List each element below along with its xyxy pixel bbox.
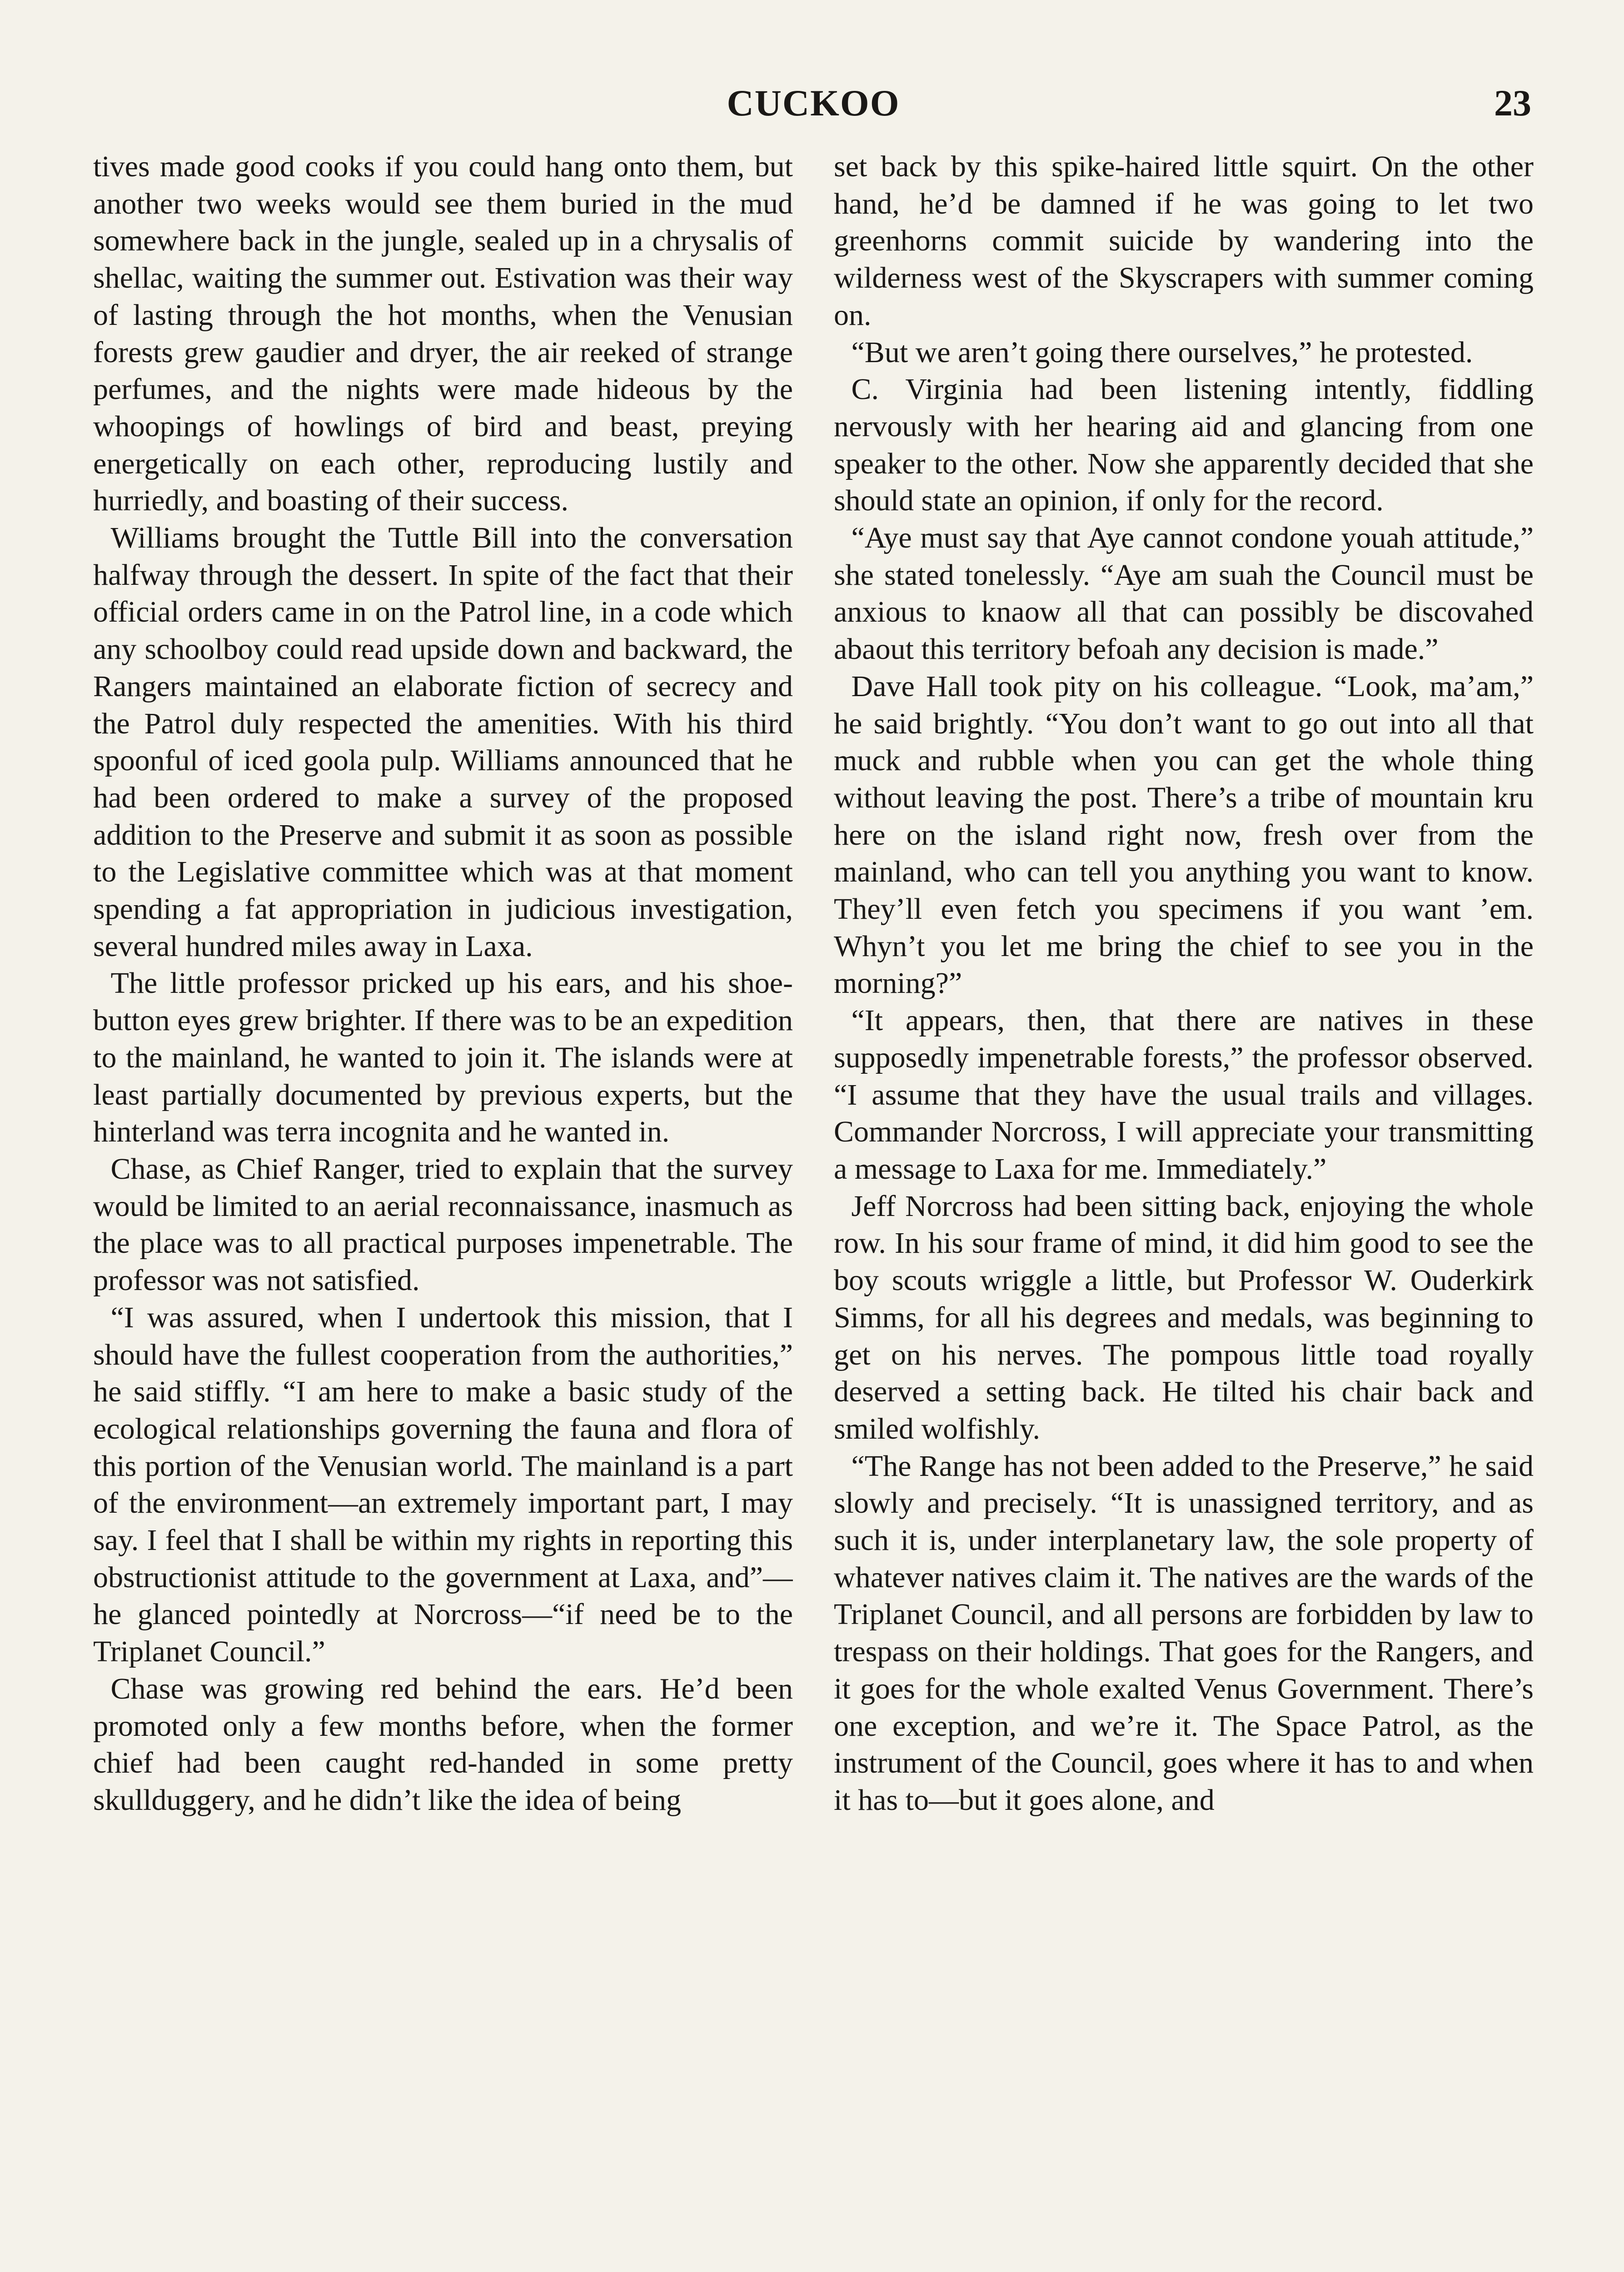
paragraph: “The Range has not been added to the Preserve,” he said slowly and precisely. “It is unassigned territory, and as such it is, under interplanetary law, the sole property of whatever natives claim it. The natives are the wards of the Triplanet Council, and all persons are forbidden by law to trespass on their holdings. That goes for the Rangers, and it goes for the whole exalted Venus Government. There’s one exception, and we’re it. The Space Patrol, as the instrument of the Council, goes where it has to and when it has to—but it goes alone, and	[834, 1449, 1534, 1817]
paragraph: Williams brought the Tuttle Bill into the conversation halfway through the dessert. In spite of the fact that their official orders came in on the Patrol line, in a code which any schoolboy could read upside down and backward, the Rangers maintained an elaborate fiction of secrecy and the Patrol duly respected the amenities. With his third spoonful of iced goola pulp. Williams announced that he had been ordered to make a survey of the proposed addition to the Preserve and submit it as soon as possible to the Legislative committee which was at that moment spending a fat appropriation in judicious investigation, several hundred miles away in Laxa.	[93, 521, 793, 963]
paragraph: “Aye must say that Aye cannot condone youah attitude,” she stated tonelessly. “Aye am suah the Council must be anxious to knaow all that can possibly be discovahed abaout this territory befoah any decision is made.”	[834, 521, 1534, 666]
paragraph: set back by this spike-haired little squirt. On the other hand, he’d be damned if he was going to let two greenhorns commit suicide by wandering into the wilderness west of the Skyscrapers with summer coming on.	[834, 150, 1534, 332]
right-column	[834, 148, 1534, 2272]
running-title: CUCKOO	[727, 82, 900, 124]
paragraph: “I was assured, when I undertook this mission, that I should have the fullest cooperation from the authorities,” he said stiffly. “I am here to make a basic study of the ecological relationships governing the fauna and flora of this portion of the Venusian world. The mainland is a part of the environment—an extremely important part, I may say. I feel that I shall be within my rights in reporting this obstructionist attitude to the government at Laxa, and”—he glanced pointedly at Norcross—“if need be to the Triplanet Council.”	[93, 1300, 793, 1669]
page-header	[95, 82, 1531, 132]
paragraph: The little professor pricked up his ears, and his shoe-button eyes grew brighter. If there was to be an expedition to the mainland, he wanted to join it. The islands were at least partially documented by previous experts, but the hinterland was terra incognita and he wanted in.	[93, 967, 793, 1149]
paragraph: Dave Hall took pity on his colleague. “Look, ma’am,” he said brightly. “You don’t want to go out into all that muck and rubble when you can get the whole thing without leaving the post. There’s a tribe of mountain kru here on the island right now, fresh over from the mainland, who can tell you anything you want to know. They’ll even fetch you specimens if you want ’em. Whyn’t you let me bring the chief to see you in the morning?”	[834, 669, 1534, 1000]
paragraph: tives made good cooks if you could hang onto them, but another two weeks would see them buried in the mud somewhere back in the jungle, sealed up in a chrysalis of shellac, waiting the summer out. Estivation was their way of lasting through the hot months, when the Venusian forests grew gaudier and dryer, the air reeked of strange perfumes, and the nights were made hideous by the whoopings of howlings of bird and beast, preying energetically on each other, reproducing lustily and hurriedly, and boasting of their success.	[93, 150, 793, 518]
left-column	[93, 148, 793, 2272]
paragraph: Jeff Norcross had been sitting back, enjoying the whole row. In his sour frame of mind, it did him good to see the boy scouts wriggle a little, but Professor W. Ouderkirk Simms, for all his degrees and medals, was beginning to get on his nerves. The pompous little toad royally deserved a setting back. He tilted his chair back and smiled wolfishly.	[834, 1189, 1534, 1445]
paragraph: Chase, as Chief Ranger, tried to explain that the survey would be limited to an aerial reconnaissance, inasmuch as the place was to all practical purposes impenetrable. The professor was not satisfied.	[93, 1152, 793, 1297]
paragraph: Chase was growing red behind the ears. He’d been promoted only a few months before, when the former chief had been caught red-handed in some pretty skullduggery, and he didn’t like the idea of being	[93, 1672, 793, 1817]
text-columns	[93, 148, 1534, 2272]
paragraph: C. Virginia had been listening intently, fiddling nervously with her hearing aid and glancing from one speaker to the other. Now she apparently decided that she should state an opinion, if only for the record.	[834, 373, 1534, 518]
paragraph: “But we aren’t going there ourselves,” he protested.	[851, 335, 1473, 369]
page-number: 23	[1494, 82, 1531, 124]
paragraph: “It appears, then, that there are natives in these supposedly impenetrable forests,” the professor observed. “I assume that they have the usual trails and villages. Commander Norcross, I will appreciate your transmitting a message to Laxa for me. Immediately.”	[834, 1004, 1534, 1186]
